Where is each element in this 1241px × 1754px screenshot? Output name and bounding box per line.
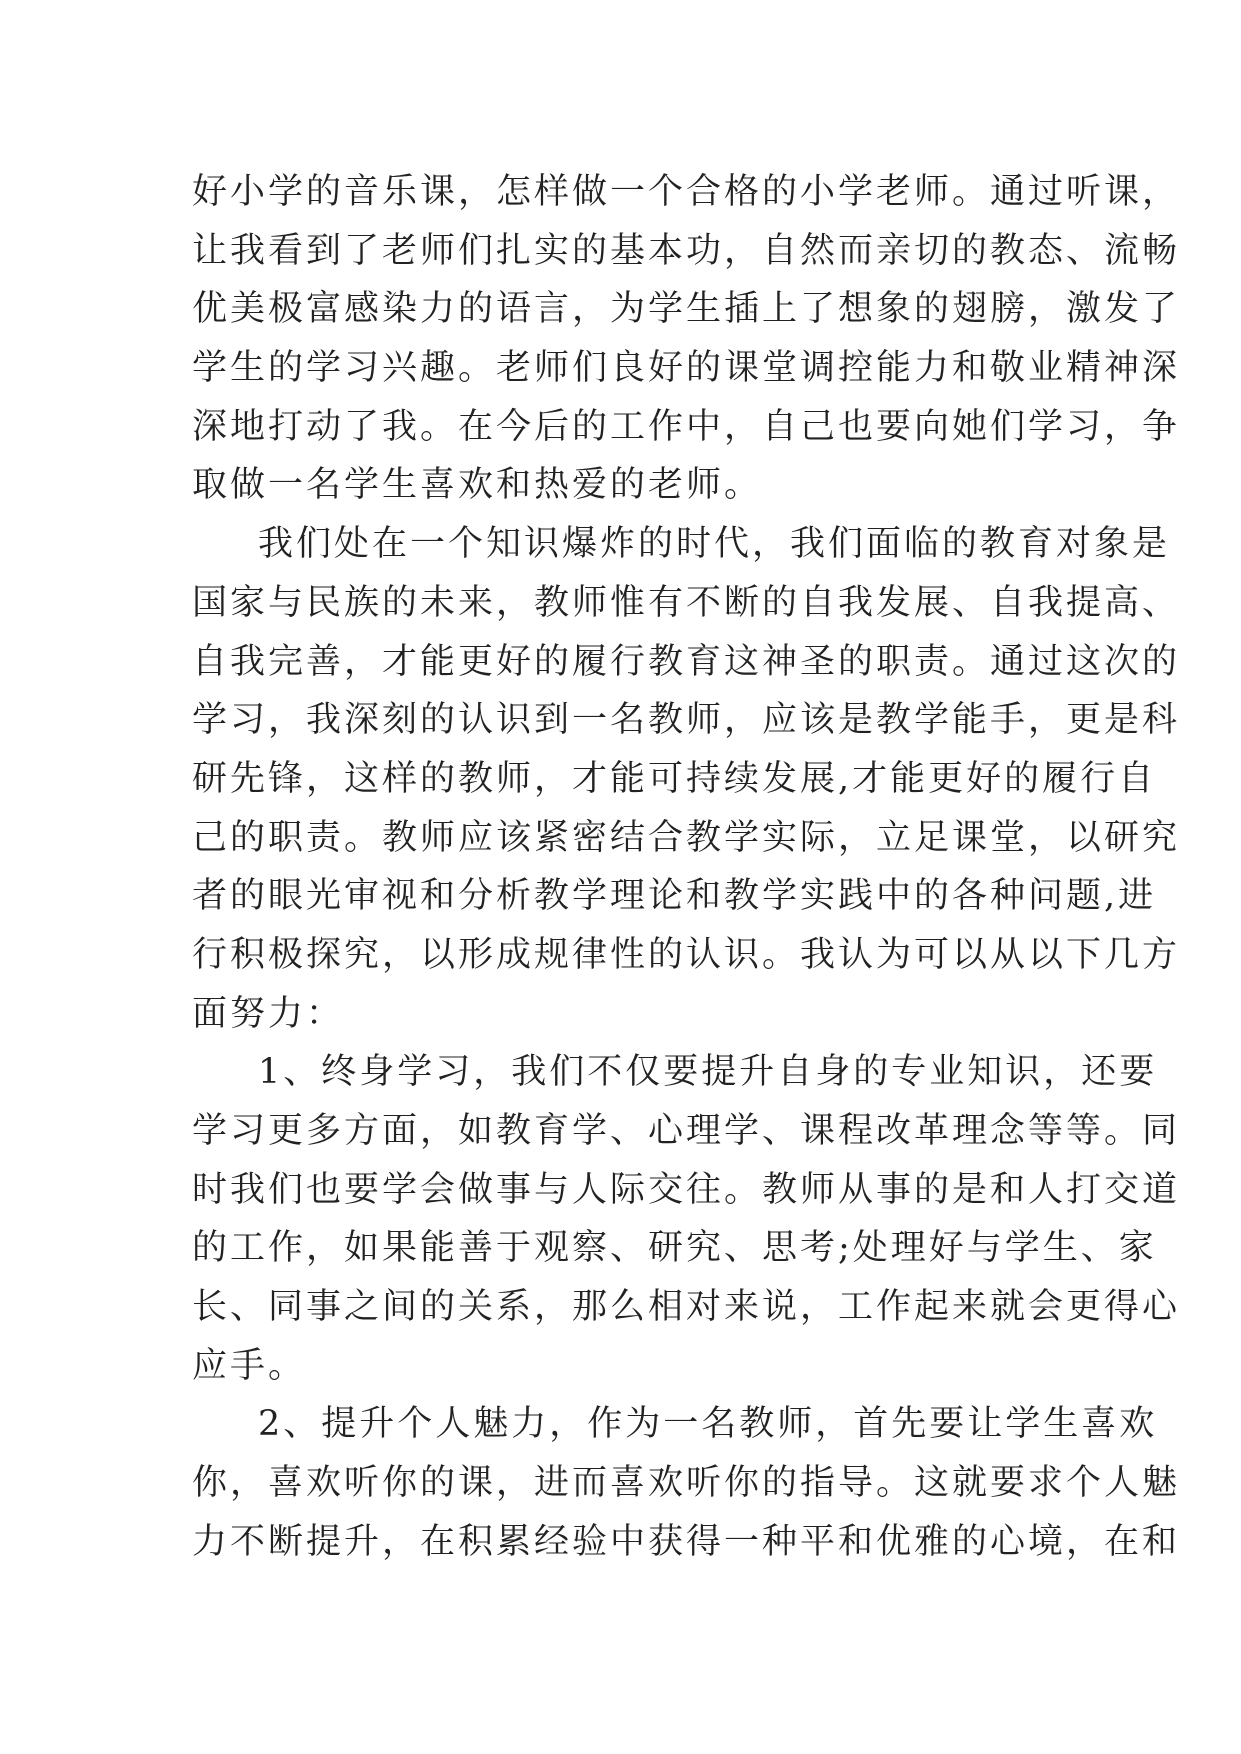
body-text — [192, 163, 1181, 1572]
text-line: 长、同事之间的关系，那么相对来说，工作起来就会更得心 — [192, 1287, 1181, 1328]
text-line: 学习更多方面，如教育学、心理学、课程改革理念等等。同 — [192, 1111, 1181, 1151]
text-line: 取做一名学生喜欢和热爱的老师。 — [192, 465, 763, 506]
text-line: 你，喜欢听你的课，进而喜欢听你的指导。这就要求个人魅 — [192, 1463, 1181, 1504]
text-line: 自我完善，才能更好的履行教育这神圣的职责。通过这次的 — [192, 641, 1181, 682]
paragraph-first-line: 我们处在一个知识爆炸的时代，我们面临的教育对象是 — [258, 524, 1171, 565]
paragraph-first-line: 1、终身学习，我们不仅要提升自身的专业知识，还要 — [258, 1052, 1158, 1093]
text-line: 学习，我深刻的认识到一名教师，应该是教学能手，更是科 — [192, 700, 1181, 741]
text-line: 面努力： — [192, 993, 345, 1034]
text-line: 者的眼光审视和分析教学理论和教学实践中的各种问题,进 — [192, 876, 1157, 917]
text-line: 研先锋，这样的教师，才能可持续发展,才能更好的履行自 — [192, 758, 1157, 799]
text-line: 优美极富感染力的语言，为学生插上了想象的翅膀，激发了 — [192, 289, 1181, 330]
text-line: 时我们也要学会做事与人际交往。教师从事的是和人打交道 — [192, 1169, 1181, 1210]
text-line: 应手。 — [192, 1345, 307, 1386]
text-line: 国家与民族的未来，教师惟有不断的自我发展、自我提高、 — [192, 582, 1181, 623]
text-line: 行积极探究，以形成规律性的认识。我认为可以从以下几方 — [192, 934, 1181, 975]
text-line: 己的职责。教师应该紧密结合教学实际，立足课堂，以研究 — [192, 817, 1181, 858]
text-line: 的工作，如果能善于观察、研究、思考;处理好与学生、家 — [192, 1228, 1157, 1269]
text-line: 让我看到了老师们扎实的基本功，自然而亲切的教态、流畅 — [192, 230, 1181, 271]
text-line: 好小学的音乐课，怎样做一个合格的小学老师。通过听课， — [192, 172, 1181, 212]
text-line: 学生的学习兴趣。老师们良好的课堂调控能力和敬业精神深 — [192, 348, 1181, 389]
text-line: 深地打动了我。在今后的工作中，自己也要向她们学习，争 — [192, 406, 1181, 447]
paragraph-first-line: 2、提升个人魅力，作为一名教师，首先要让学生喜欢 — [258, 1404, 1158, 1445]
text-line: 力不断提升，在积累经验中获得一种平和优雅的心境，在和 — [192, 1521, 1181, 1562]
